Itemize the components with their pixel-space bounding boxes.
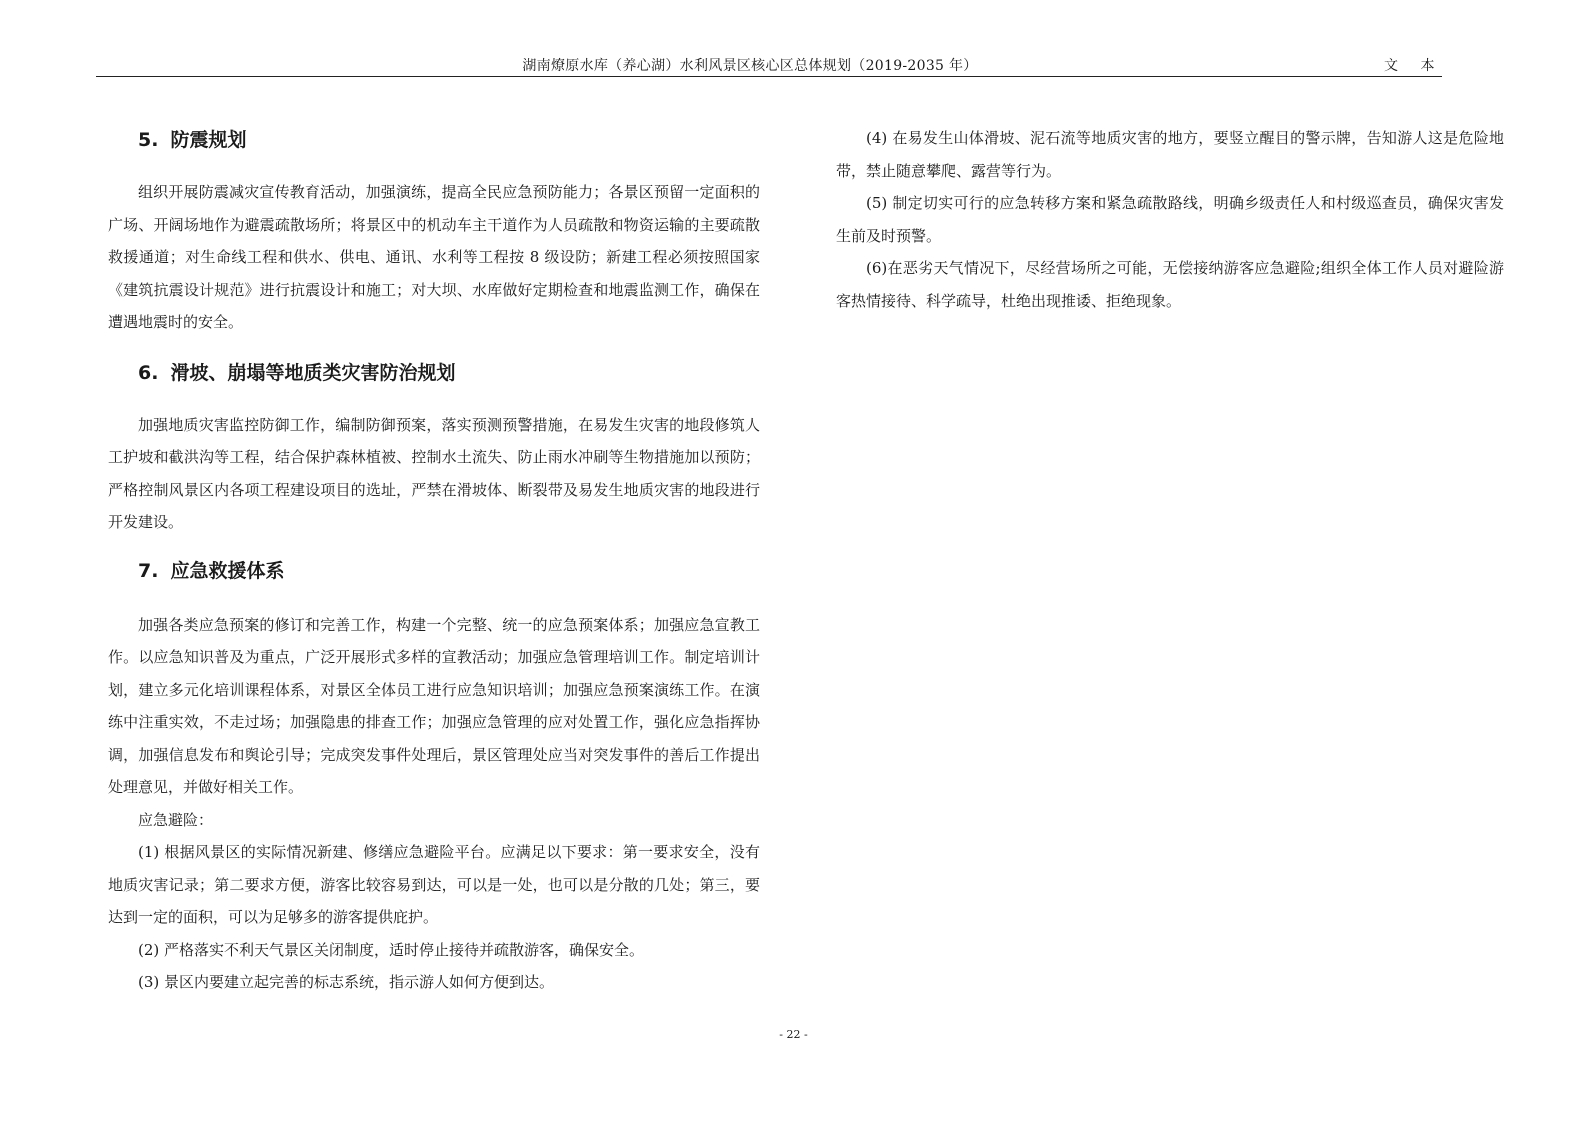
section-title: 应急救援体系 xyxy=(170,559,285,582)
section-7-paragraph: 加强各类应急预案的修订和完善工作，构建一个完整、统一的应急预案体系；加强应急宣教工作。以应急知识普及为重点，广泛开展形式多样的宣教活动；加强应急管理培训工作。制定培训计划，建立多元化培训课程体系，对景区全体员工进行应急知识培训；加强应急预案演练工作。在演练中注重实效，不走过场；加强隐患的排查工作；加强应急管理的应对处置工作，强化应急指挥协调，加强信息发布和舆论引导；完成突发事件处理后，景区管理处应当对突发事件的善后工作提出处理意见，并做好相关工作。 xyxy=(108,615,760,796)
running-header-label: 文 本 xyxy=(1384,58,1435,74)
section-number: 5. xyxy=(138,129,159,151)
section-6-paragraph: 加强地质灾害监控防御工作，编制防御预案，落实预测预警措施，在易发生灾害的地段修筑人工护坡和截洪沟等工程，结合保护森林植被、控制水土流失、防止雨水冲刷等生物措施加以预防；严格控制风景区内各项工程建设项目的选址，严禁在滑坡体、断裂带及易发生地质灾害的地段进行开发建设。 xyxy=(108,415,760,531)
section-heading-5 xyxy=(108,120,760,160)
page-number: - 22 - xyxy=(779,1028,808,1041)
header-divider xyxy=(96,76,1442,77)
list-item-4: (4) 在易发生山体滑坡、泥石流等地质灾害的地方，要竖立醒目的警示牌，告知游人这是危险地带，禁止随意攀爬、露营等行为。 xyxy=(836,129,1504,180)
left-column xyxy=(108,120,760,999)
section-number: 7. xyxy=(138,559,159,582)
list-item-1: (1) 根据风景区的实际情况新建、修缮应急避险平台。应满足以下要求：第一要求安全，没有地质灾害记录；第二要求方便，游客比较容易到达，可以是一处，也可以是分散的几处；第三，要达到一定的面积，可以为足够多的游客提供庇护。 xyxy=(108,843,760,926)
list-item-3: (3) 景区内要建立起完善的标志系统，指示游人如何方便到达。 xyxy=(138,973,555,991)
list-item-6: (6)在恶劣天气情况下，尽经营场所之可能，无偿接纳游客应急避险;组织全体工作人员对避险游客热情接待、科学疏导，杜绝出现推诿、拒绝现象。 xyxy=(836,259,1504,310)
section-number: 6. xyxy=(138,361,159,384)
list-item-5: (5) 制定切实可行的应急转移方案和紧急疏散路线，明确乡级责任人和村级巡查员，确保灾害发生前及时预警。 xyxy=(836,194,1504,245)
section-5-paragraph: 组织开展防震减灾宣传教育活动，加强演练，提高全民应急预防能力；各景区预留一定面积的广场、开阔场地作为避震疏散场所；将景区中的机动车主干道作为人员疏散和物资运输的主要疏散救援通道；对生命线工程和供水、供电、通讯、水利等工程按 8 级设防；新建工程必须按照国家《建筑抗震设计规范》进行抗震设计和施工；对大坝、水库做好定期检查和地震监测工作，确保在遭遇地震时的安全。 xyxy=(108,183,760,331)
emergency-avoidance-label: 应急避险： xyxy=(138,810,214,829)
list-item-2: (2) 严格落实不利天气景区关闭制度，适时停止接待并疏散游客，确保安全。 xyxy=(138,940,645,959)
section-heading-6 xyxy=(108,353,760,393)
section-heading-7 xyxy=(108,551,760,591)
right-column xyxy=(836,122,1504,317)
running-header-title: 湖南燎原水库（养心湖）水利风景区核心区总体规划（2019-2035 年） xyxy=(522,58,978,74)
section-title: 防震规划 xyxy=(170,129,247,151)
section-title: 滑坡、崩塌等地质类灾害防治规划 xyxy=(170,361,456,384)
